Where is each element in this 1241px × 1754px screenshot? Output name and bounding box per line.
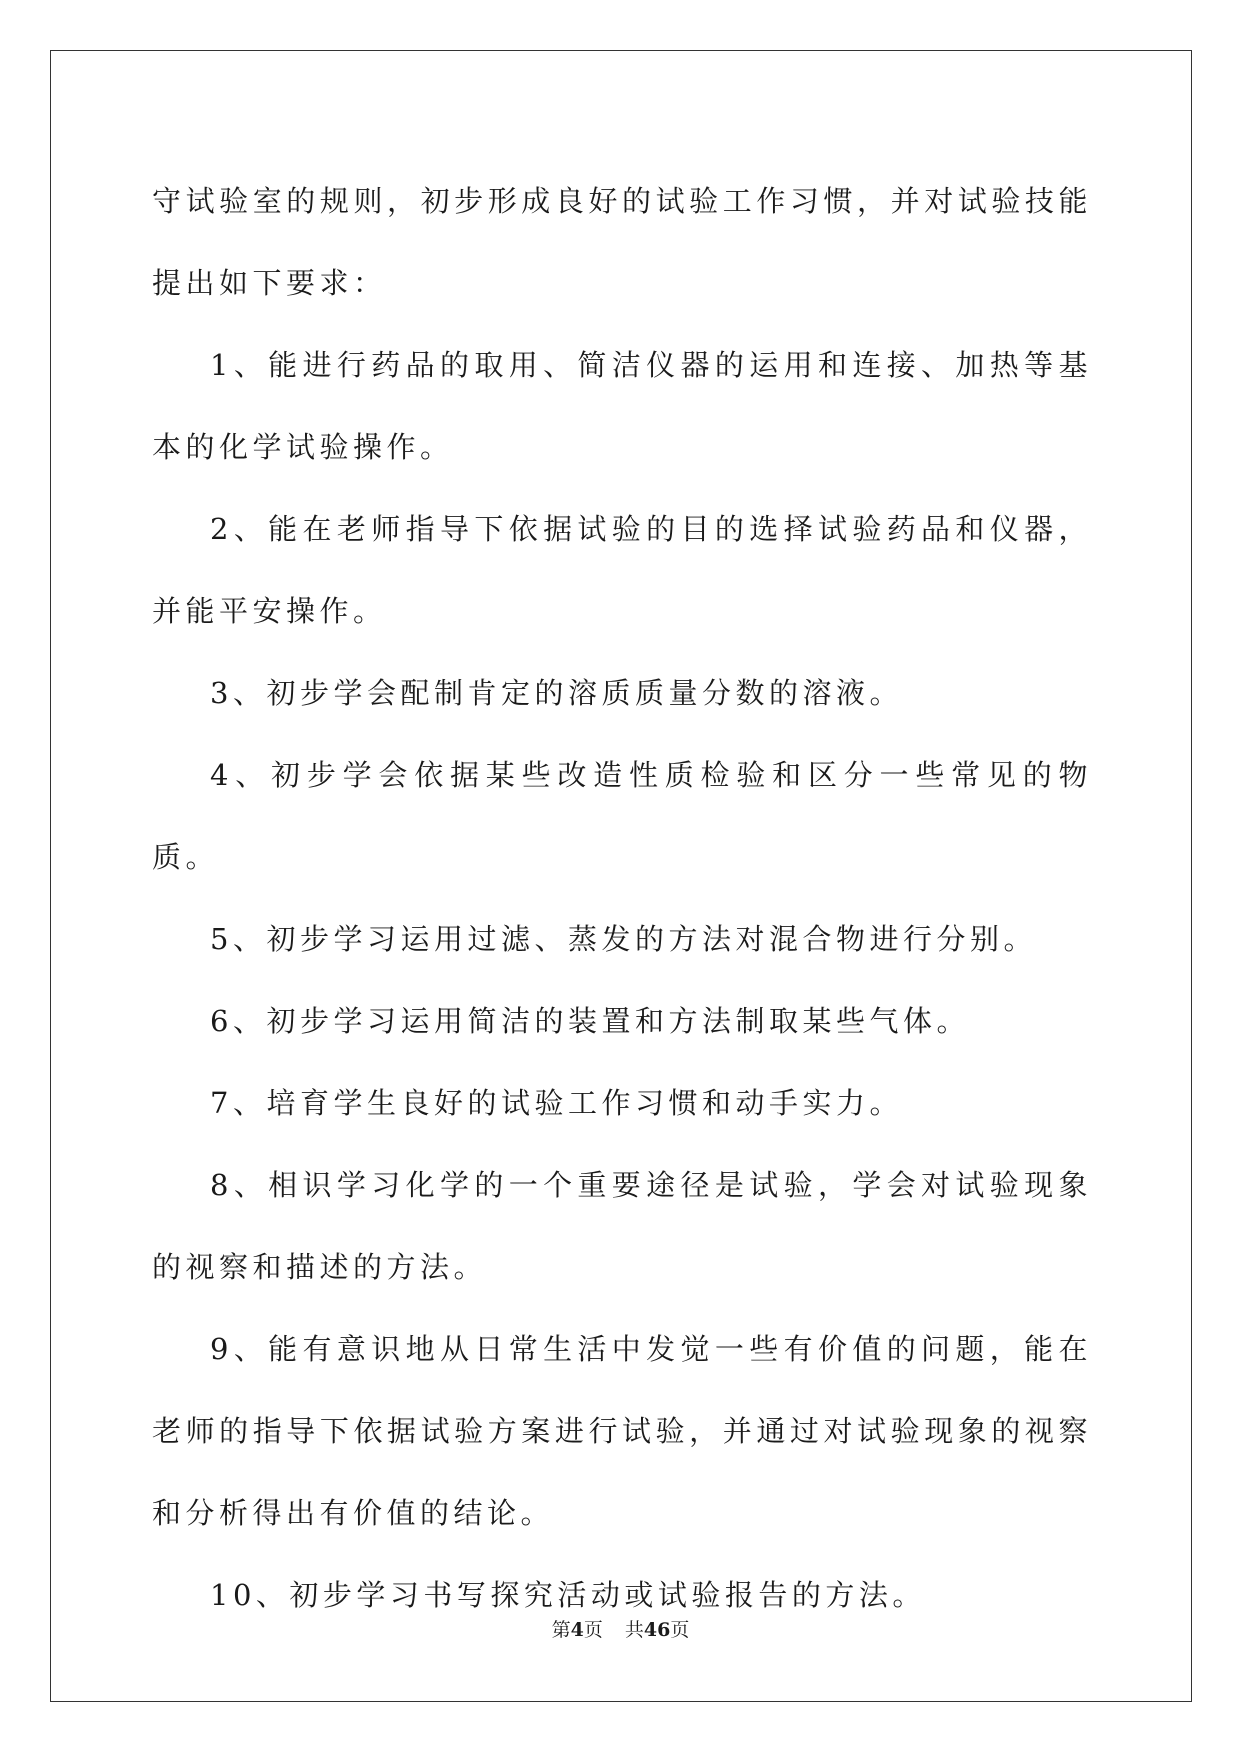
list-item-1: 1、能进行药品的取用、简洁仪器的运用和连接、加热等基本的化学试验操作。 <box>152 348 1092 464</box>
list-item-4: 4、初步学会依据某些改造性质检验和区分一些常见的物质。 <box>152 758 1092 874</box>
list-item-2: 2、能在老师指导下依据试验的目的选择试验药品和仪器，并能平安操作。 <box>152 512 1092 628</box>
total-pages: 46 <box>643 1619 671 1641</box>
page-prefix: 第 <box>551 1619 571 1641</box>
total-suffix: 页 <box>670 1619 690 1641</box>
paragraph-intro: 守试验室的规则，初步形成良好的试验工作习惯，并对试验技能提出如下要求： <box>152 184 1092 300</box>
list-item-9: 9、能有意识地从日常生活中发觉一些有价值的问题，能在老师的指导下依据试验方案进行试验，并通过对试验现象的视察和分析得出有价值的结论。 <box>152 1332 1092 1530</box>
document-body <box>152 160 1092 1636</box>
list-item-7: 7、培育学生良好的试验工作习惯和动手实力。 <box>210 1086 903 1120</box>
list-item-5: 5、初步学习运用过滤、蒸发的方法对混合物进行分别。 <box>210 922 1037 956</box>
list-item-10: 10、初步学习书写探究活动或试验报告的方法。 <box>210 1578 926 1612</box>
list-item-8: 8、相识学习化学的一个重要途径是试验，学会对试验现象的视察和描述的方法。 <box>152 1168 1092 1284</box>
page-footer <box>0 1615 1241 1642</box>
page-number: 4 <box>570 1619 584 1641</box>
page-suffix: 页 <box>583 1619 603 1641</box>
list-item-6: 6、初步学习运用简洁的装置和方法制取某些气体。 <box>210 1004 970 1038</box>
total-prefix: 共 <box>624 1619 644 1641</box>
list-item-3: 3、初步学会配制肯定的溶质质量分数的溶液。 <box>210 676 903 710</box>
